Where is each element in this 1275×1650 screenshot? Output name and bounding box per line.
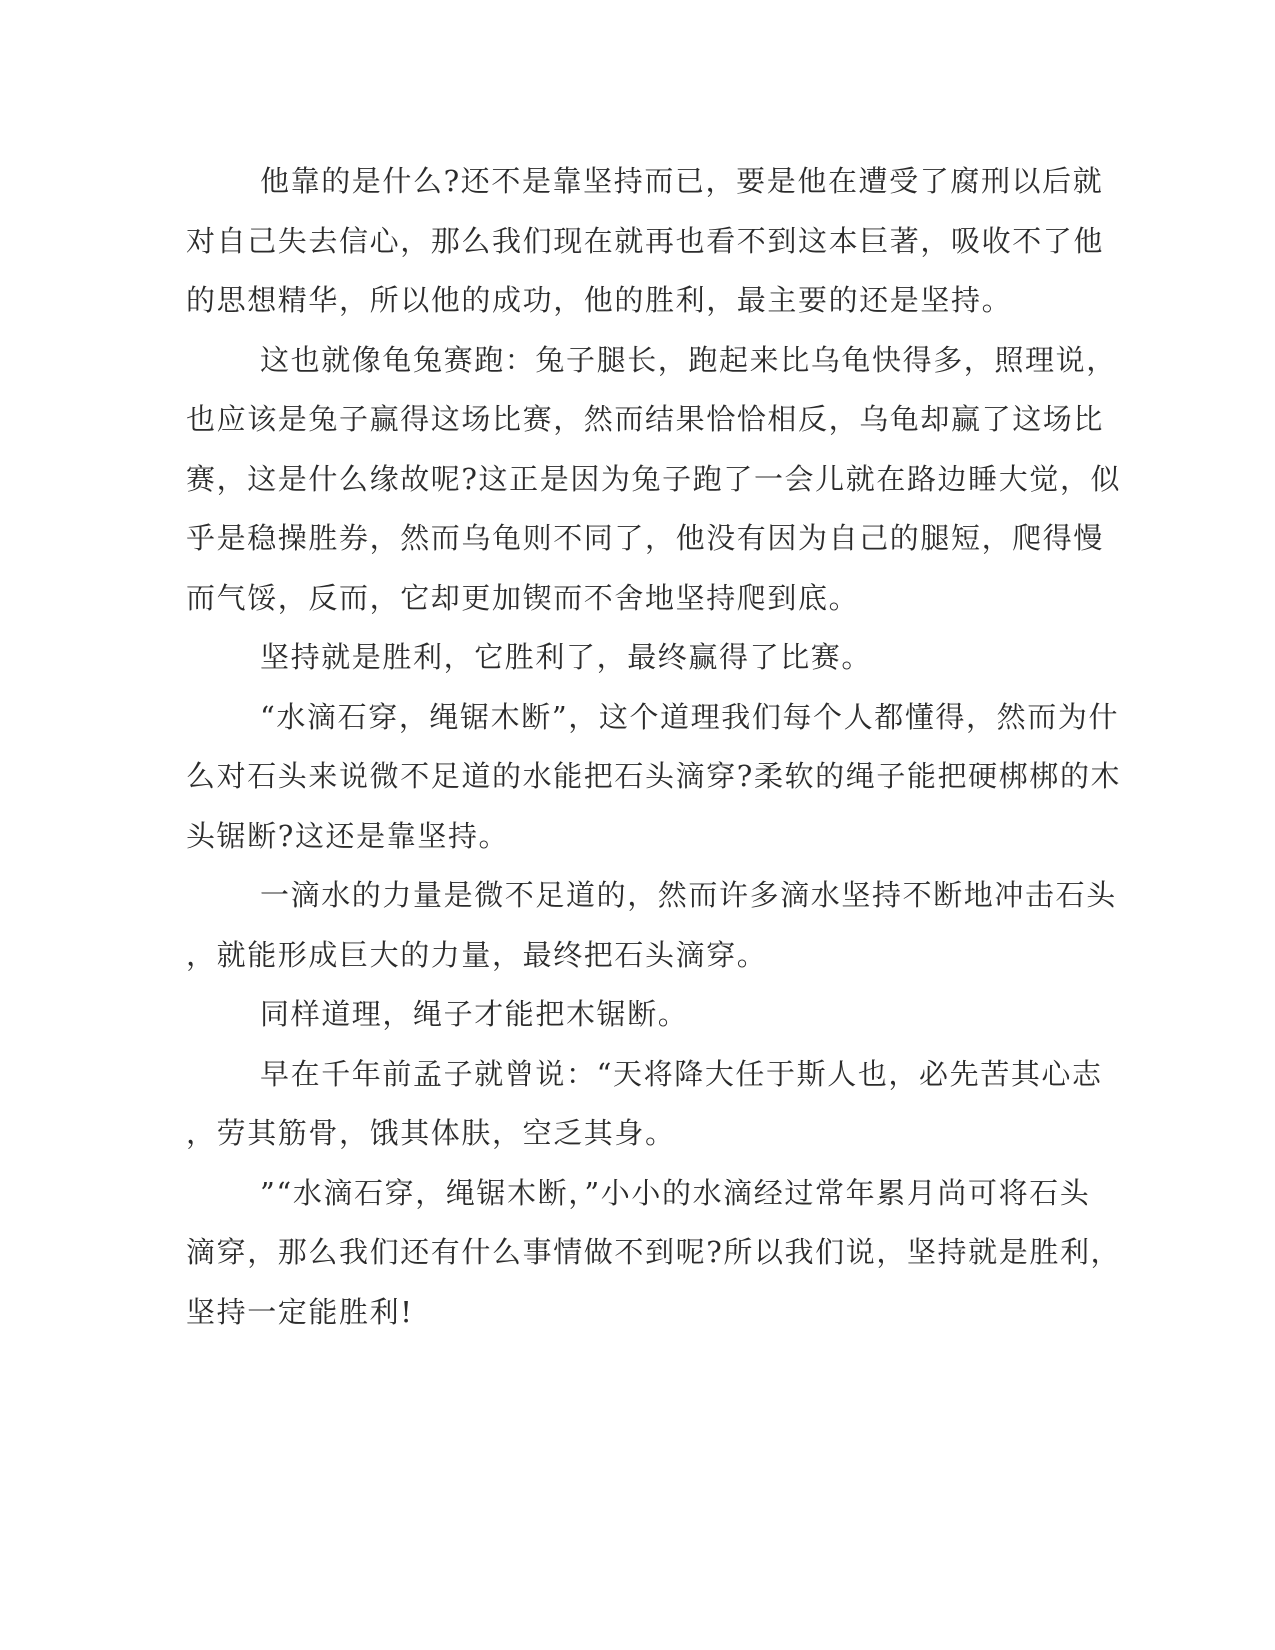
- text-line: 对自己失去信心，那么我们现在就再也看不到这本巨著，吸收不了他: [186, 223, 1105, 258]
- text-line: 的思想精华，所以他的成功，他的胜利，最主要的还是坚持。: [186, 283, 1013, 317]
- text-line: 他靠的是什么?还不是靠坚持而已，要是他在遭受了腐刑以后就: [260, 164, 1104, 198]
- text-line: 这也就像龟兔赛跑：兔子腿长，跑起来比乌龟快得多，照理说，: [260, 342, 1117, 377]
- text-line: 么对石头来说微不足道的水能把石头滴穿?柔软的绳子能把硬梆梆的木: [186, 759, 1122, 793]
- document-body: [186, 152, 1122, 1342]
- text-line: ”“水滴石穿，绳锯木断，”小小的水滴经过常年累月尚可将石头: [260, 1175, 1091, 1210]
- text-line: ，就能形成巨大的力量，最终把石头滴穿。: [186, 937, 768, 972]
- text-line: 坚持就是胜利，它胜利了，最终赢得了比赛。: [260, 640, 873, 674]
- text-line: 乎是稳操胜券，然而乌龟则不同了，他没有因为自己的腿短，爬得慢: [186, 521, 1105, 555]
- text-line: 滴穿，那么我们还有什么事情做不到呢?所以我们说，坚持就是胜利，: [186, 1235, 1122, 1269]
- text-line: 也应该是兔子赢得这场比赛，然而结果恰恰相反，乌龟却赢了这场比: [186, 402, 1105, 436]
- text-line: 头锯断?这还是靠坚持。: [186, 818, 510, 853]
- text-line: “水滴石穿，绳锯木断”，这个道理我们每个人都懂得，然而为什: [260, 699, 1120, 734]
- text-line: 一滴水的力量是微不足道的，然而许多滴水坚持不断地冲击石头: [260, 878, 1117, 912]
- text-line: 赛，这是什么缘故呢?这正是因为兔子跑了一会儿就在路边睡大觉，似: [186, 461, 1122, 496]
- text-line: 早在千年前孟子就曾说：“天将降大任于斯人也，必先苦其心志: [260, 1056, 1103, 1091]
- text-line: 而气馁，反而，它却更加锲而不舍地坚持爬到底。: [186, 580, 860, 615]
- text-line: ，劳其筋骨，饿其体肤，空乏其身。: [186, 1116, 676, 1150]
- text-line: 同样道理，绳子才能把木锯断。: [260, 997, 689, 1031]
- text-line: 坚持一定能胜利!: [186, 1294, 414, 1329]
